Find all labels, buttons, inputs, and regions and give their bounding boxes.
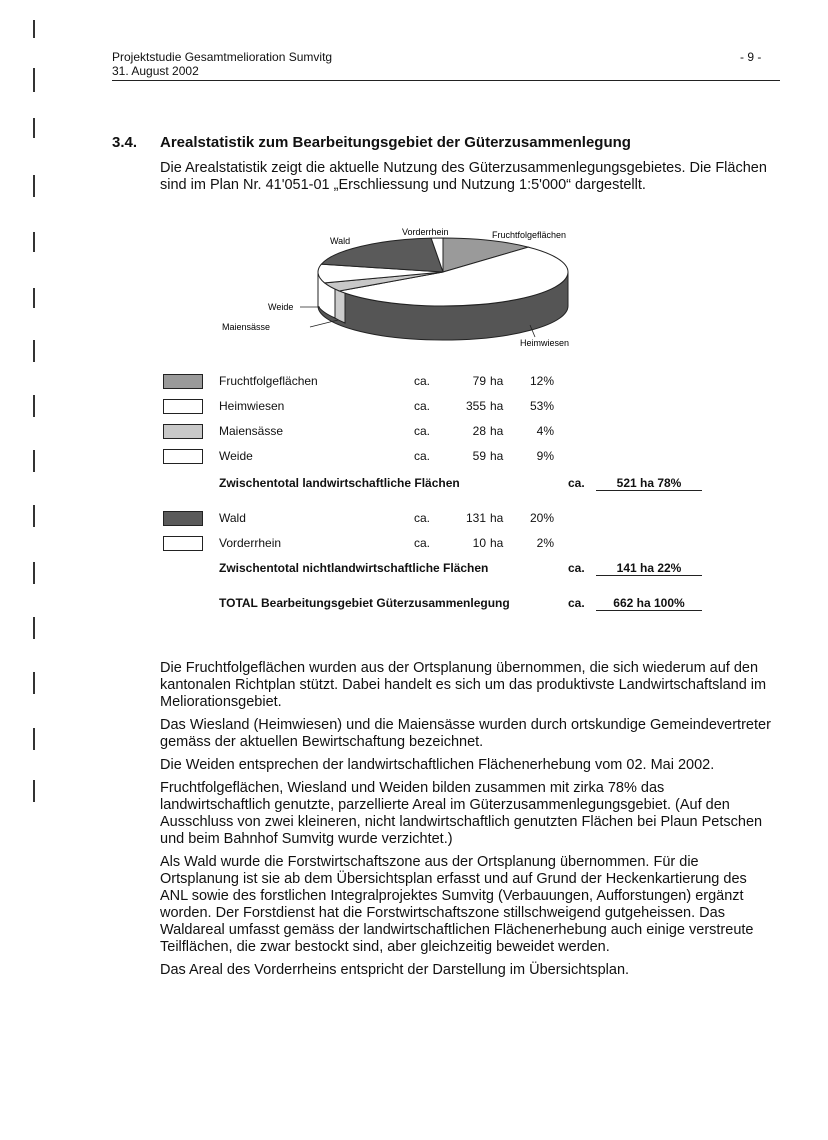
paragraph: Die Weiden entsprechen der landwirtschaftlichen Flächenerhebung vom 02. Mai 2002. [160, 757, 715, 773]
legend-swatch [163, 424, 203, 439]
margin-mark [33, 175, 35, 197]
row-name: Weide [219, 449, 253, 463]
legend-swatch [163, 449, 203, 464]
pie-label-weide: Weide [268, 302, 294, 312]
row-ca: ca. [414, 399, 431, 413]
subtotal-ca: ca. [568, 561, 585, 575]
total-ca: ca. [568, 596, 585, 610]
margin-mark [33, 288, 35, 308]
subtotal-value: 141 ha 22% [596, 561, 702, 576]
margin-mark [33, 780, 35, 802]
row-percent: 9% [536, 449, 554, 463]
row-ca: ca. [414, 536, 431, 550]
row-hectares: 59 [472, 449, 486, 463]
margin-mark [33, 118, 35, 138]
row-name: Wald [219, 511, 246, 525]
legend-swatch [163, 536, 203, 551]
row-unit: ha [490, 399, 504, 413]
margin-mark [33, 617, 35, 639]
section-title: Arealstatistik zum Bearbeitungsgebiet der Güterzusammenlegung [160, 134, 631, 151]
subtotal-label: Zwischentotal nichtlandwirtschaftliche Flächen [219, 561, 489, 575]
row-name: Vorderrhein [219, 536, 282, 550]
row-percent: 53% [529, 399, 554, 413]
row-hectares: 79 [472, 374, 486, 388]
row-hectares: 10 [472, 536, 486, 550]
row-name: Fruchtfolgeflächen [219, 374, 318, 388]
page-number: - 9 - [740, 50, 762, 64]
subtotal-ca: ca. [568, 476, 585, 490]
pie-label-fruchtfolge: Fruchtfolgeflächen [492, 230, 567, 240]
paragraph: Fruchtfolgeflächen, Wiesland und Weiden bilden zusammen mit zirka 78% das landwirtschaftlich genutzte, parzellierte Areal im Güterzusammenlegungsgebiet. (Auf den Ausschluss von zwei kleineren, nicht landwirtschaftlich genutzten Flächen bei Plaun Petschen und beim Bahnhof Sumvitg wurde verzichtet.) [160, 780, 763, 847]
pie-label-maiensaesse: Maiensässe [222, 322, 271, 332]
row-name: Maiensässe [219, 424, 284, 438]
pie-top [318, 238, 568, 306]
margin-mark [33, 450, 35, 472]
legend-swatch [163, 374, 203, 389]
margin-mark [33, 232, 35, 252]
margin-mark [33, 68, 35, 92]
row-percent: 20% [529, 511, 554, 525]
row-unit: ha [490, 536, 504, 550]
margin-mark [33, 562, 35, 584]
row-ca: ca. [414, 449, 431, 463]
header-date: 31. August 2002 [112, 64, 199, 78]
margin-mark [33, 395, 35, 417]
row-ca: ca. [414, 424, 431, 438]
row-unit: ha [490, 424, 504, 438]
pie-label-vorderrhein: Vorderrhein [402, 227, 449, 237]
header-title: Projektstudie Gesamtmelioration Sumvitg [112, 50, 333, 64]
row-percent: 12% [529, 374, 554, 388]
row-unit: ha [490, 374, 504, 388]
margin-mark [33, 340, 35, 362]
paragraph: Das Wiesland (Heimwiesen) und die Maiensässe wurden durch ortskundige Gemeindevertreter gemäss der aktuellen Bewirtschaftung bezeichnet. [160, 717, 771, 750]
leader-maiensaesse [310, 320, 338, 327]
margin-mark [33, 728, 35, 750]
row-percent: 4% [536, 424, 554, 438]
row-hectares: 355 [465, 399, 486, 413]
section-number: 3.4. [112, 134, 138, 151]
pie-label-heimwiesen: Heimwiesen [520, 338, 570, 348]
row-ca: ca. [414, 374, 431, 388]
subtotal-label: Zwischentotal landwirtschaftliche Flächen [219, 476, 460, 490]
paragraph: Das Areal des Vorderrheins entspricht der Darstellung im Übersichtsplan. [160, 962, 630, 978]
section-intro: Die Arealstatistik zeigt die aktuelle Nutzung des Güterzusammenlegungsgebietes. Die Flächen sind im Plan Nr. 41'051-01 „Erschliessung und Nutzung 1:5'000“ dargestellt. [160, 160, 767, 193]
margin-mark [33, 505, 35, 527]
subtotal-value: 521 ha 78% [596, 476, 702, 491]
row-unit: ha [490, 449, 504, 463]
legend-swatch [163, 511, 203, 526]
pie-label-wald: Wald [330, 236, 351, 246]
row-unit: ha [490, 511, 504, 525]
header-rule [112, 80, 780, 81]
total-value: 662 ha 100% [596, 596, 702, 611]
row-hectares: 28 [472, 424, 486, 438]
paragraph: Die Fruchtfolgeflächen wurden aus der Ortsplanung übernommen, die sich wiederum auf den kantonalen Richtplan stützt. Dabei handelt es sich um das produktivste Landwirtschaftsland im Meliorationsgebiet. [160, 660, 767, 710]
margin-mark [33, 20, 35, 38]
total-label: TOTAL Bearbeitungsgebiet Güterzusammenlegung [219, 596, 510, 610]
row-ca: ca. [414, 511, 431, 525]
row-name: Heimwiesen [219, 399, 285, 413]
row-percent: 2% [536, 536, 554, 550]
row-hectares: 131 [465, 511, 486, 525]
pie-chart [222, 220, 610, 350]
paragraph: Als Wald wurde die Forstwirtschaftszone aus der Ortsplanung übernommen. Für die Ortsplanung ist sie ab dem Übersichtsplan erfasst und auf Grund der Heckenkartierung des ANL sowie des forstlichen Integralprojektes Sumvitg (Verbauungen, Aufforstungen) ergänzt worden. Der Forstdienst hat die Forstwirtschaftszone stillschweigend gutgeheissen. Das Waldareal umfasst gemäss der landwirtschaftlichen Flächenerhebung auch einige verstreute Teilflächen, die zwar bestockt sind, aber gleichzeitig beweidet werden. [160, 854, 754, 955]
body-text [160, 660, 772, 985]
margin-mark [33, 672, 35, 694]
legend-swatch [163, 399, 203, 414]
